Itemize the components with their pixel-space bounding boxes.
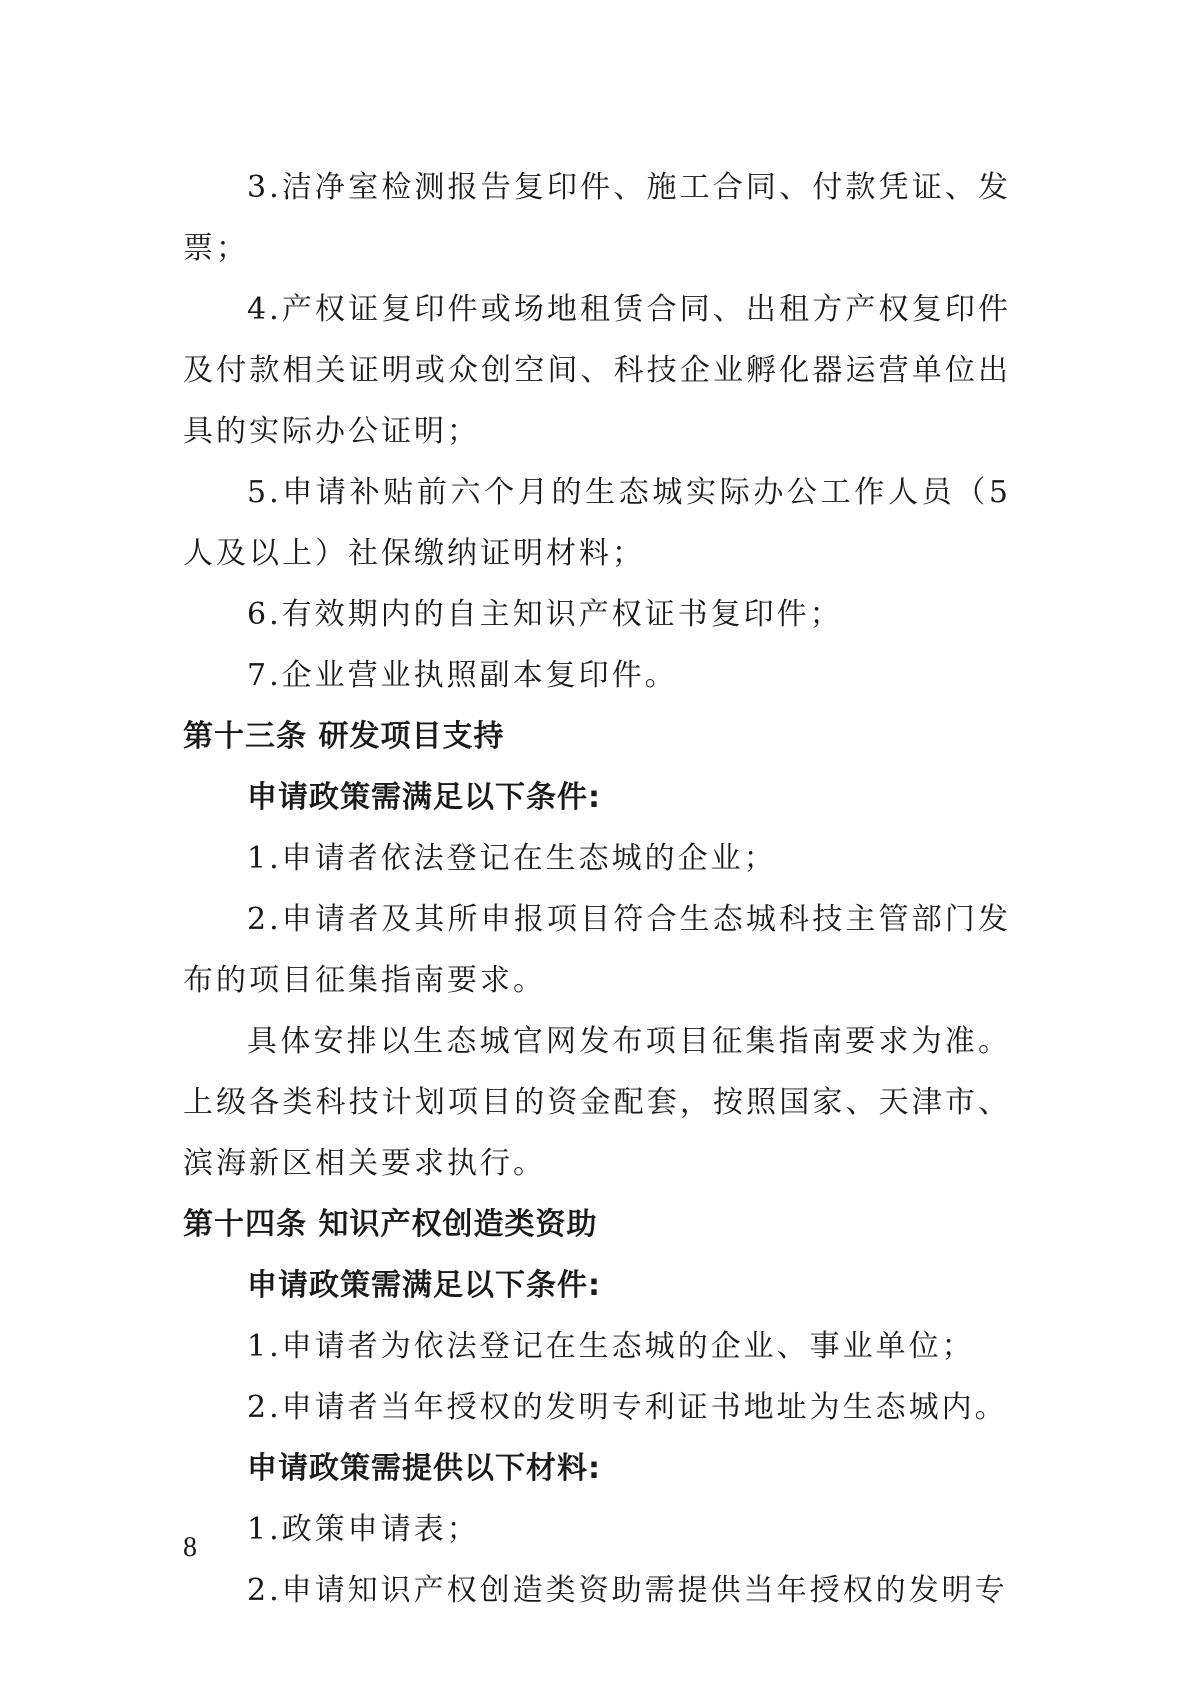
list-item: 2.申请者当年授权的发明专利证书地址为生态城内。 [247, 1390, 1008, 1425]
document-page [183, 157, 1011, 1621]
conditions-subheading: 申请政策需满足以下条件: [247, 1268, 601, 1303]
section-heading-13: 第十三条 研发项目支持 [183, 719, 505, 754]
section-heading-14: 第十四条 知识产权创造类资助 [183, 1207, 598, 1242]
list-item: 2.申请知识产权创造类资助需提供当年授权的发明专 [247, 1573, 1008, 1608]
materials-subheading: 申请政策需提供以下材料: [247, 1451, 601, 1486]
page-number: 8 [183, 1532, 197, 1563]
list-item: 1.政策申请表； [247, 1512, 480, 1547]
list-item: 5.申请补贴前六个月的生态城实际办公工作人员（5人及以上）社保缴纳证明材料； [183, 475, 1011, 571]
conditions-subheading: 申请政策需满足以下条件: [247, 780, 601, 815]
list-item: 6.有效期内的自主知识产权证书复印件； [247, 597, 843, 632]
list-item: 4.产权证复印件或场地租赁合同、出租方产权复印件及付款相关证明或众创空间、科技企业孵化器运营单位出具的实际办公证明； [183, 292, 1011, 449]
body-paragraph: 具体安排以生态城官网发布项目征集指南要求为准。上级各类科技计划项目的资金配套，按照国家、天津市、滨海新区相关要求执行。 [183, 1024, 1011, 1181]
list-item: 2.申请者及其所申报项目符合生态城科技主管部门发布的项目征集指南要求。 [183, 902, 1011, 998]
list-item: 3.洁净室检测报告复印件、施工合同、付款凭证、发票； [183, 170, 1011, 266]
list-item: 1.申请者依法登记在生态城的企业； [247, 841, 777, 876]
list-item: 7.企业营业执照副本复印件。 [247, 658, 678, 693]
list-item: 1.申请者为依法登记在生态城的企业、事业单位； [247, 1329, 975, 1364]
